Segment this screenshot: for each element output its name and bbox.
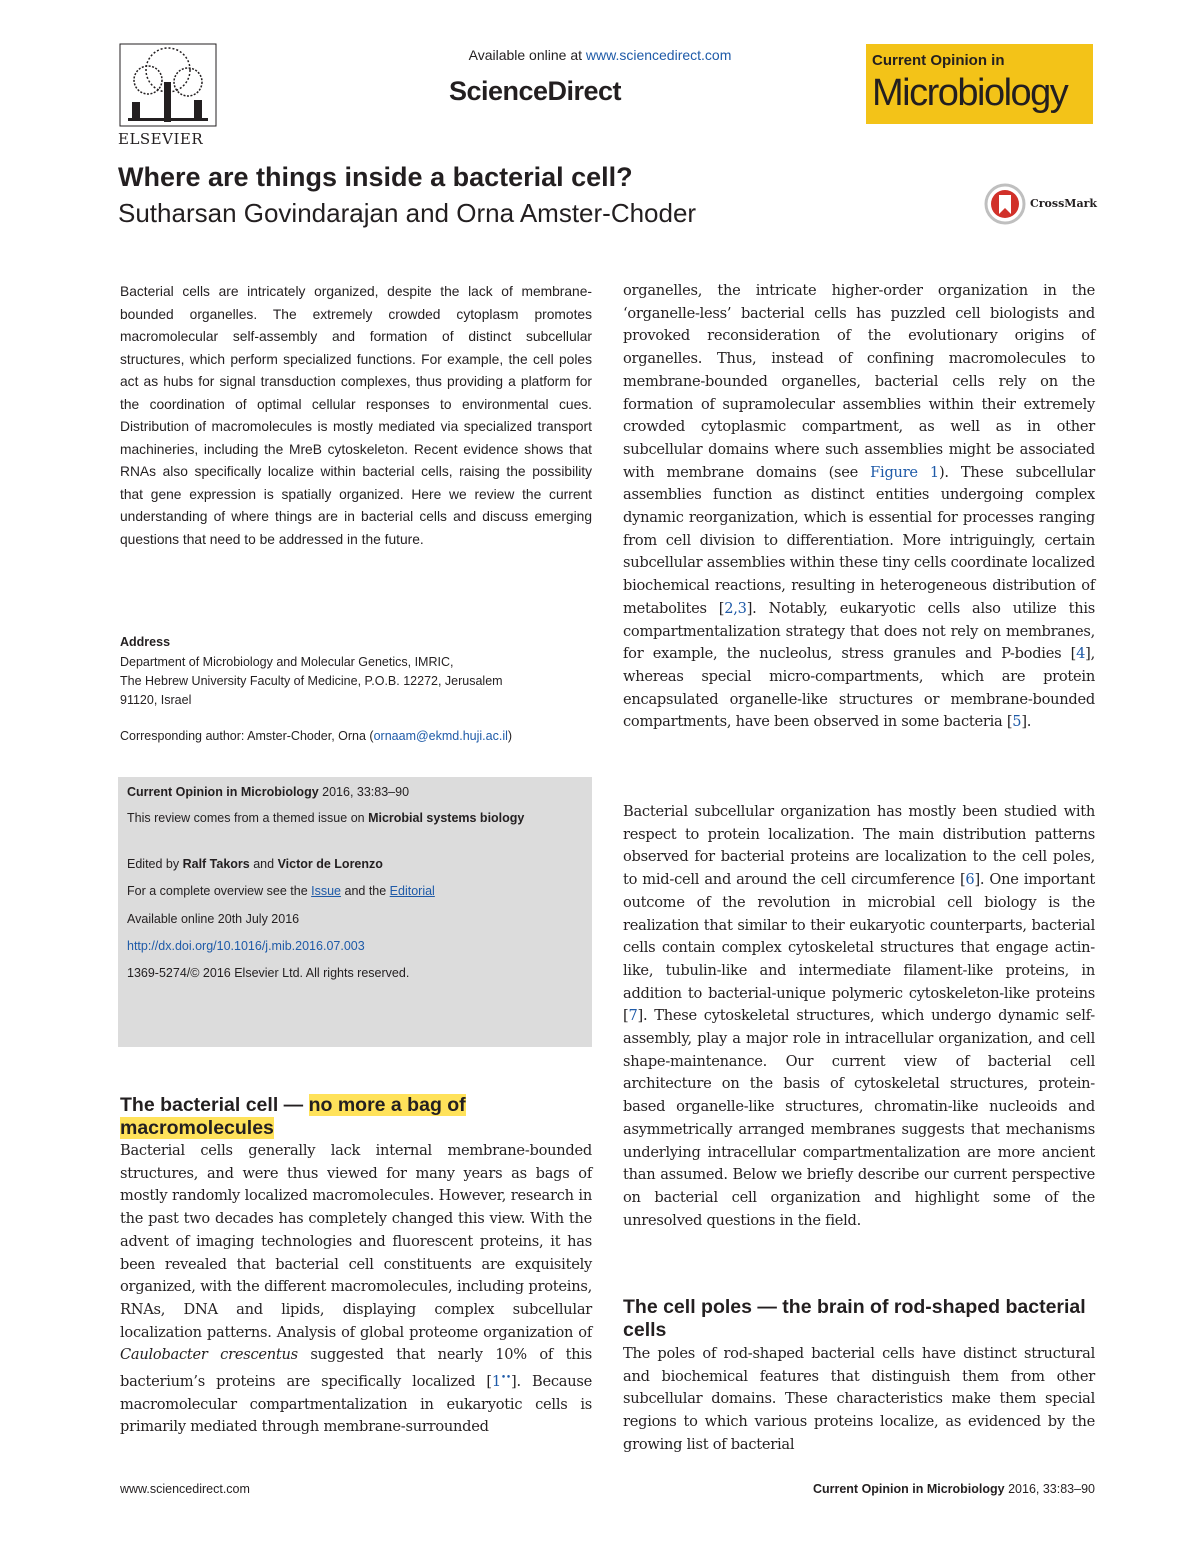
address-label: Address bbox=[120, 635, 171, 649]
text-run: ]. One important outcome of the revolution in microbial cell biology is the realization that similar to their eukaryotic counterparts, bacterial cells contain complex cytoskeletal structures that engage actin-like, tubulin-like and intermediate filament-like proteins, in addition to bacterial-unique polymeric cytoskeleton-like proteins [ bbox=[623, 871, 1095, 1025]
paragraph: The poles of rod-shaped bacterial cells have distinct structural and biochemical features that distinguish them from other subcellular domains. These characteristics make them special regions to which various proteins localize, as evidenced by the growing list of bacterial bbox=[623, 1345, 1095, 1453]
footer-citation-number: 2016, 33:83–90 bbox=[1004, 1482, 1095, 1496]
info-editor: Ralf Takors bbox=[182, 857, 250, 871]
text-run: ). These subcellular assemblies function as distinct entities undergoing complex dynamic reorganization, which is essential for processes ranging from cell division to differentiation. More intriguingly, certain subcellular assemblies within these tiny cells coordinate localized biochemical reactions, resulting in heterogeneous distribution of metabolites [ bbox=[623, 463, 1096, 617]
address-line: Department of Microbiology and Molecular Genetics, IMRIC, bbox=[120, 655, 454, 669]
heading-highlight: no more a bag of bbox=[308, 1094, 466, 1116]
email-link[interactable]: ornaam@ekmd.huji.ac.il bbox=[373, 729, 508, 743]
reference-link[interactable]: 7 bbox=[628, 1007, 638, 1025]
sciencedirect-name: ScienceDirect bbox=[448, 76, 622, 106]
info-and: and bbox=[249, 857, 278, 871]
journal-badge-line2: Microbiology bbox=[872, 72, 1068, 114]
info-overview bbox=[127, 882, 582, 900]
corresponding-suffix: ) bbox=[507, 729, 513, 743]
article-info-box bbox=[118, 777, 592, 1047]
journal-badge-line1: Current Opinion in bbox=[872, 52, 1005, 69]
reference-mark: •• bbox=[500, 1373, 511, 1384]
journal-badge bbox=[866, 44, 1093, 124]
article-title: Where are things inside a bacterial cell? bbox=[118, 162, 633, 192]
info-citation-number: 2016, 33:83–90 bbox=[318, 785, 410, 799]
info-journal: Current Opinion in Microbiology bbox=[127, 785, 319, 799]
figure-link[interactable]: Figure 1 bbox=[870, 463, 939, 481]
footer-journal: Current Opinion in Microbiology bbox=[812, 1482, 1005, 1496]
crossmark-badge[interactable] bbox=[984, 183, 1104, 225]
text-run: Bacterial cells generally lack internal membrane-bounded structures, and were thus viewed for many years as bags of mostly randomly localized macromolecules. However, research in the past two decades has completely changed this view. With the advent of imaging technologies and fluorescent proteins, it has been revealed that bacterial cell constituents are exquisitely organized, with the different macromolecules, including proteins, RNAs, DNA and lipids, displaying complex subcellular localization patterns. Analysis of global proteome organization of bbox=[120, 1142, 592, 1341]
address bbox=[120, 653, 592, 710]
section-heading-cell-poles: The cell poles — the brain of rod-shaped bacterial cells bbox=[623, 1296, 1086, 1341]
info-citation bbox=[127, 783, 582, 801]
text-run: organelles, the intricate higher-order organization in the ‘organelle-less’ bacterial cells has puzzled cell biologists and provoked reconsideration of the evolutionary origins of organelles. Thus, instead of confining macromolecules to membrane-bounded organelles, bacterial cells rely on the formation of supramolecular assemblies within their extremely crowded cytoplasmic compartment, as well as in other subcellular domains where such assemblies might be associated with membrane domains (see bbox=[623, 282, 1095, 481]
crossmark-icon bbox=[984, 183, 1026, 225]
paragraph bbox=[120, 1140, 592, 1439]
reference-link[interactable]: 6 bbox=[965, 871, 975, 889]
info-editors bbox=[127, 855, 582, 873]
section-heading-bacterial-cell bbox=[120, 1094, 592, 1140]
issue-link[interactable]: Issue bbox=[311, 884, 342, 898]
reference-link[interactable]: 1 bbox=[491, 1372, 501, 1390]
text-run: ]. bbox=[1021, 713, 1032, 731]
reference-link[interactable]: 2,3 bbox=[724, 599, 747, 617]
info-theme-prefix: This review comes from a themed issue on bbox=[127, 811, 369, 825]
corresponding-author bbox=[120, 729, 592, 743]
elsevier-wordmark: ELSEVIER bbox=[118, 130, 204, 148]
abstract: Bacterial cells are intricately organized, despite the lack of membrane-bounded organelles. The extremely crowded cytoplasm promotes macromolecular self-assembly and formation of distinct subcellular structures, which perform specialized functions. For example, the cell poles act as hubs for signal transduction complexes, thus providing a platform for the coordination of optimal cellular responses to environmental cues. Distribution of macromolecules is mostly mediated via specialized transport machineries, including the MreB cytoskeleton. Recent evidence shows that RNAs also specifically localize within bacterial cells, raising the possibility that gene expression is spatially organized. Here we review the current understanding of where things are in bacterial cells and discuss emerging questions that need to be addressed in the future. bbox=[120, 284, 592, 547]
reference-link[interactable]: 5 bbox=[1012, 713, 1022, 731]
footer-citation bbox=[700, 1482, 1095, 1496]
info-theme-title: Microbial systems biology bbox=[368, 811, 525, 825]
address-line: 91120, Israel bbox=[120, 693, 192, 707]
info-edited-prefix: Edited by bbox=[127, 857, 183, 871]
info-theme bbox=[127, 809, 582, 827]
text-run: ]. These cytoskeletal structures, which undergo dynamic self-assembly, play a major role in intracellular organization, and cell shape-maintenance. Our current view of bacterial cell architecture on the basis of cytoskeletal structures, protein-based organelle-like structures, chromatin-like nucleoids and asymmetrically arranged membranes suggests that mechanisms underlying intracellular compartmentalization are more ancient than assumed. Below we briefly describe our current perspective on bacterial cell organization and highlight some of the unresolved questions in the field. bbox=[623, 1007, 1095, 1229]
text-run: ]. Because macromolecular compartmentalization in eukaryotic cells is primarily mediated through membrane-surrounded bbox=[120, 1372, 592, 1436]
article-authors: Sutharsan Govindarajan and Orna Amster-Choder bbox=[118, 198, 697, 228]
text-run: ], whereas special micro-compartments, which are protein encapsulated organelle-like structures or membrane-bounded compartments, have been observed in some bacteria [ bbox=[623, 645, 1095, 731]
info-available: Available online 20th July 2016 bbox=[127, 912, 300, 926]
info-copyright: 1369-5274/© 2016 Elsevier Ltd. All rights reserved. bbox=[127, 966, 410, 980]
species-name: Caulobacter crescentus bbox=[120, 1346, 298, 1364]
heading-highlight: macromolecules bbox=[120, 1117, 274, 1139]
text-run: ]. Notably, eukaryotic cells also utilize this compartmentalization strategy that does not rely on membranes, for example, the nucleolus, stress granules and P-bodies [ bbox=[623, 599, 1096, 663]
text-run: Bacterial subcellular organization has mostly been studied with respect to protein localization. The main distribution patterns observed for bacterial proteins are localization to the cell poles, to mid-cell and around the cell circumference [ bbox=[623, 803, 1095, 889]
doi-link[interactable]: http://dx.doi.org/10.1016/j.mib.2016.07.003 bbox=[127, 939, 365, 953]
editorial-link[interactable]: Editorial bbox=[389, 884, 435, 898]
crossmark-label: CrossMark bbox=[1030, 197, 1097, 210]
heading-part: The bacterial cell — bbox=[120, 1094, 309, 1116]
info-overview-prefix: For a complete overview see the bbox=[127, 884, 312, 898]
footer-url[interactable]: www.sciencedirect.com bbox=[120, 1482, 250, 1496]
info-editor: Victor de Lorenzo bbox=[277, 857, 383, 871]
address-line: The Hebrew University Faculty of Medicine, P.O.B. 12272, Jerusalem bbox=[120, 674, 503, 688]
corresponding-prefix: Corresponding author: Amster-Choder, Orna ( bbox=[120, 729, 374, 743]
reference-link[interactable]: 4 bbox=[1076, 645, 1086, 663]
paragraph bbox=[623, 280, 1095, 734]
sciencedirect-url-link[interactable]: www.sciencedirect.com bbox=[585, 47, 732, 63]
text-run: suggested that nearly 10% of this bacterium’s proteins are specifically localized [ bbox=[120, 1346, 593, 1390]
paragraph bbox=[623, 801, 1095, 1232]
info-overview-mid: and the bbox=[341, 884, 390, 898]
available-prefix: Available online at bbox=[468, 47, 586, 63]
